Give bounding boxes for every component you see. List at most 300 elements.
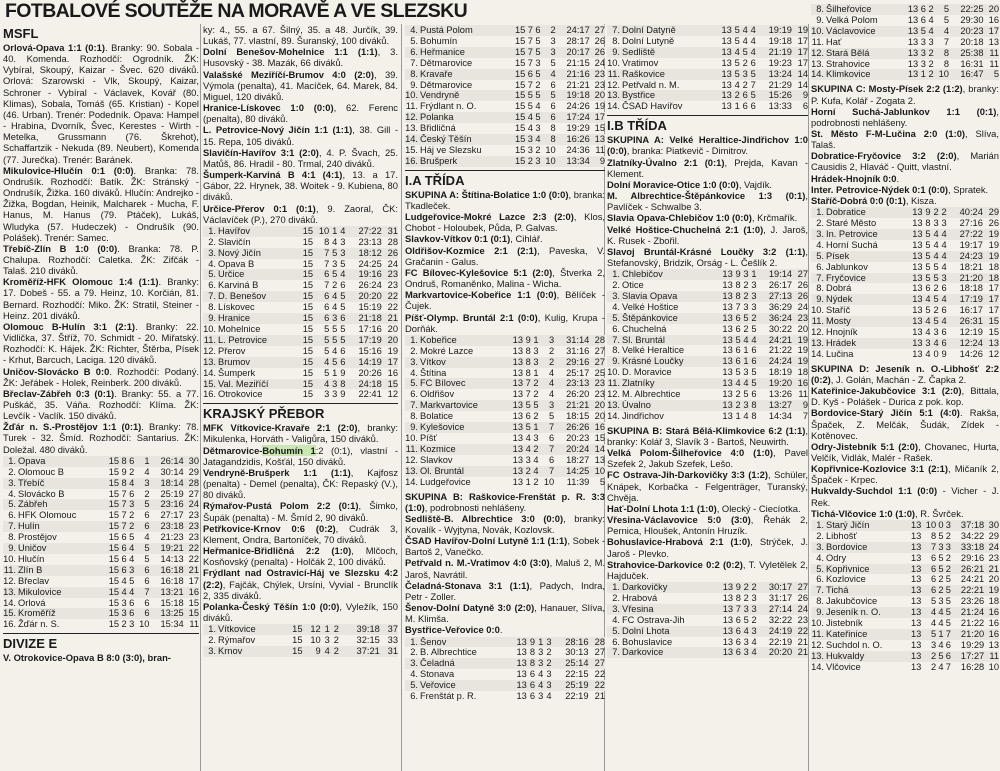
table-cell: 31:14 bbox=[566, 334, 590, 345]
table-cell: 28 bbox=[594, 636, 605, 647]
league-table-ib-skupina-d bbox=[811, 520, 999, 673]
table-row bbox=[3, 532, 199, 543]
table-cell: 20 bbox=[594, 400, 605, 411]
table-cell: 24:26 bbox=[566, 101, 590, 112]
match-result: Čeladná-Stonava 3:1 (1:1) bbox=[405, 579, 530, 591]
table-cell: 3 bbox=[550, 46, 556, 57]
table-row bbox=[405, 680, 605, 691]
table-cell: 2 bbox=[527, 155, 533, 166]
table-cell: 5 bbox=[742, 46, 748, 57]
table-cell: 6. bbox=[612, 323, 620, 334]
table-cell: 5 bbox=[735, 367, 741, 378]
table-cell: 21:21 bbox=[566, 79, 590, 90]
table-row bbox=[203, 324, 398, 335]
table-cell: 4 bbox=[751, 334, 757, 345]
table-cell: 9 bbox=[315, 645, 321, 656]
match-report bbox=[203, 203, 398, 225]
table-cell: 4 bbox=[750, 35, 756, 46]
team-name: Píšť bbox=[420, 432, 437, 443]
table-cell: 9. bbox=[410, 79, 418, 90]
table-row bbox=[811, 640, 999, 651]
match-details: . Branka: 78. Ondrušík. Rozhodčí: Batík. ŽK: Stránský - Ondrušík, Žižka. 160 diváků. Hlučín: Andrejko - Žižka, Bogdan, Heinik, Malcharek - Mucha, F. Hanus, M. Hanus (79. Ptáček), Lukáš, Wludyka (57. Hudeczek) - Ondrušík (90. Polášek). Trenér: Samec. bbox=[3, 164, 199, 243]
table-cell: 5 bbox=[945, 585, 951, 596]
table-cell: 5 bbox=[340, 291, 346, 302]
table-cell: 8 bbox=[735, 280, 741, 291]
table-cell: 14. bbox=[3, 597, 16, 608]
table-cell: 5. bbox=[612, 625, 620, 636]
match-report bbox=[607, 157, 808, 179]
match-details: , Cihlář. bbox=[510, 233, 543, 245]
table-row bbox=[811, 229, 999, 240]
table-cell: 21 bbox=[988, 563, 999, 574]
table-cell: 4 bbox=[535, 101, 541, 112]
team-name: Bolatice bbox=[420, 411, 454, 422]
table-cell: 19 bbox=[988, 228, 999, 239]
table-cell: 6 bbox=[945, 650, 951, 661]
table-cell: 16:47 bbox=[960, 69, 984, 80]
match-reports bbox=[607, 157, 808, 269]
table-cell: 5 bbox=[945, 618, 951, 629]
table-cell: 13 bbox=[516, 658, 527, 669]
table-cell: 13 bbox=[512, 411, 523, 422]
table-cell: 19 bbox=[594, 101, 605, 112]
match-details: , Stefanovský, Bridzik, Orság - L. Češlík 2. bbox=[607, 245, 808, 268]
table-cell: 14 bbox=[797, 79, 808, 90]
match-details: , Strýček, J. Jaroš - Plevko. bbox=[607, 536, 808, 559]
table-cell: 17 bbox=[188, 575, 199, 586]
table-cell: 24:19 bbox=[768, 625, 793, 636]
table-cell: 2 bbox=[945, 563, 951, 574]
table-cell: 13 bbox=[911, 650, 922, 661]
table-row bbox=[811, 520, 999, 531]
team-name: Havířov bbox=[218, 225, 251, 236]
table-cell: 6 bbox=[144, 564, 150, 575]
table-cell: 8. bbox=[816, 4, 824, 14]
match-report bbox=[203, 567, 398, 600]
match-report bbox=[607, 469, 808, 502]
table-cell: 19:20 bbox=[768, 378, 793, 389]
table-cell: 3 bbox=[938, 596, 944, 607]
team-name: Velká Polom bbox=[826, 14, 878, 25]
table-row bbox=[3, 478, 199, 489]
table-cell: 11 bbox=[989, 650, 999, 661]
table-cell: 15 bbox=[515, 101, 526, 112]
table-cell: 4 bbox=[941, 228, 947, 239]
table-cell: 3 bbox=[933, 327, 939, 338]
team-name: Bystřice bbox=[622, 90, 656, 101]
match-details: , Padych, Indra, Petr - Zoller. bbox=[405, 579, 605, 602]
table-row bbox=[405, 58, 605, 69]
match-report bbox=[405, 580, 605, 602]
table-cell: 13. bbox=[811, 650, 824, 661]
match-details: , Šimko, Šupák (penalta) - M. Šmíd 2, 90 diváků. bbox=[203, 500, 398, 523]
table-cell: 5 bbox=[535, 90, 541, 101]
table-cell: 5 bbox=[340, 258, 346, 269]
table-cell: 6. bbox=[816, 574, 824, 585]
team-name: M. Albrechtice bbox=[622, 389, 681, 400]
table-cell: 24 bbox=[797, 603, 808, 614]
match-result: Třebíč-Zlín B 1:0 (0:0) bbox=[3, 242, 118, 254]
team-name: Písek bbox=[826, 250, 850, 261]
table-cell: 16:28 bbox=[960, 661, 985, 672]
table-cell: 3 bbox=[751, 603, 757, 614]
table-row bbox=[811, 531, 999, 542]
table-cell: 15 bbox=[387, 378, 398, 389]
table-cell: 30 bbox=[188, 455, 199, 466]
team-name: In. Petrovice bbox=[826, 228, 878, 239]
table-cell: 6 bbox=[340, 345, 346, 356]
table-row bbox=[811, 564, 999, 575]
table-cell: 5 bbox=[340, 302, 346, 313]
league-table-krajsky-prebor bbox=[203, 624, 398, 657]
table-cell: 3. bbox=[612, 290, 620, 301]
table-cell: 13 bbox=[722, 367, 733, 378]
table-cell: 24 bbox=[797, 301, 808, 312]
team-name: Heřmanice bbox=[420, 46, 465, 57]
table-cell: 16:26 bbox=[566, 134, 590, 145]
table-cell: 1 bbox=[525, 476, 531, 487]
table-cell: 19 bbox=[988, 239, 999, 250]
table-row bbox=[811, 553, 999, 564]
table-cell: 5 bbox=[527, 101, 533, 112]
table-cell: 27 bbox=[594, 647, 605, 658]
match-result: Hranice-Lískovec 1:0 (0:0) bbox=[203, 102, 334, 114]
table-cell: 19 bbox=[797, 25, 808, 35]
match-details: , 9. Zaoral, ČK: Václavíček (P.), 270 diváků. bbox=[203, 202, 398, 225]
table-row bbox=[3, 489, 199, 500]
match-result: Šenov-Dolní Datyně 3:0 (2:0) bbox=[405, 602, 535, 614]
table-cell: 26:14 bbox=[160, 455, 184, 466]
table-row bbox=[607, 58, 808, 69]
column-divider bbox=[401, 24, 402, 771]
table-cell: 4 bbox=[525, 432, 531, 443]
table-cell: 18 bbox=[797, 367, 808, 378]
table-cell: 5 bbox=[324, 345, 330, 356]
table-cell: 3 bbox=[129, 564, 135, 575]
table-cell: 3 bbox=[930, 639, 937, 650]
table-row bbox=[607, 345, 808, 356]
table-row bbox=[405, 134, 605, 145]
table-cell: 16:17 bbox=[959, 305, 983, 316]
table-cell: 3 bbox=[549, 334, 555, 345]
team-name: Fryčovice bbox=[826, 272, 866, 283]
table-cell: 13 bbox=[722, 582, 734, 592]
table-row bbox=[607, 80, 808, 91]
table-cell: 6 bbox=[144, 575, 150, 586]
team-name: Dolní Lhota bbox=[622, 625, 670, 636]
table-cell: 29 bbox=[188, 466, 199, 477]
table-cell: 5 bbox=[943, 4, 949, 14]
table-cell: 11. bbox=[607, 378, 620, 389]
table-cell: 10. bbox=[203, 323, 216, 334]
table-cell: 20:26 bbox=[358, 367, 382, 378]
table-cell: 17 bbox=[988, 305, 999, 316]
table-cell: 21 bbox=[387, 313, 398, 324]
table-cell: 12 bbox=[387, 389, 398, 400]
table-cell: 5 bbox=[925, 250, 931, 261]
match-report bbox=[3, 276, 199, 321]
table-cell: 6 bbox=[129, 455, 135, 466]
column-divider bbox=[200, 24, 201, 771]
table-cell: 20:23 bbox=[566, 432, 590, 443]
table-cell: 3 bbox=[546, 680, 552, 691]
table-cell: 13:27 bbox=[768, 400, 793, 410]
table-cell: 1 bbox=[734, 101, 740, 112]
match-result: Bordovice-Starý Jičín 5:1 (4:0) bbox=[811, 407, 960, 419]
table-cell: 1 bbox=[533, 422, 539, 433]
table-cell: 12. bbox=[607, 79, 620, 90]
team-name: Jindřichov bbox=[622, 410, 664, 421]
table-cell: 4 bbox=[938, 618, 944, 629]
table-cell: 7. bbox=[612, 25, 620, 35]
table-cell: 8 bbox=[735, 290, 741, 301]
match-report bbox=[3, 366, 199, 388]
table-cell: 11 bbox=[595, 144, 605, 155]
table-cell: 5 bbox=[129, 532, 135, 543]
match-report bbox=[405, 233, 605, 244]
table-cell: 11. bbox=[811, 316, 824, 327]
table-cell: 15 bbox=[515, 112, 526, 123]
table-cell: 6 bbox=[945, 639, 951, 650]
table-cell: 23 bbox=[594, 389, 605, 400]
table-cell: 13 bbox=[512, 422, 523, 433]
table-cell: 13:34 bbox=[566, 155, 590, 166]
match-report bbox=[203, 124, 398, 146]
table-cell: 0 bbox=[938, 519, 944, 530]
table-row bbox=[811, 542, 999, 553]
table-cell: 2 bbox=[533, 443, 539, 454]
table-cell: 10 bbox=[594, 465, 605, 476]
table-cell: 3 bbox=[121, 597, 127, 608]
table-cell: 2 bbox=[933, 283, 939, 294]
table-cell: 2. bbox=[208, 635, 216, 646]
match-details: , branky: Kolář 3, Slavík 3 - Bartoš, Neuwirth. bbox=[607, 424, 808, 447]
table-cell: 3 bbox=[743, 367, 749, 378]
table-cell: 1 bbox=[324, 624, 330, 635]
table-cell: 5 bbox=[925, 239, 931, 250]
table-cell: 13 bbox=[912, 239, 923, 250]
table-cell: 7 bbox=[324, 280, 330, 291]
match-details: , Cudrák 3, Klement, Ondra, Bartoníček, 70 diváků. bbox=[203, 522, 398, 545]
table-cell: 5 bbox=[938, 650, 944, 661]
table-cell: 13 bbox=[722, 345, 733, 356]
match-details: , Chovanec, Hurta, Velčík, Vidlák, Malér - Rašek. bbox=[811, 440, 999, 463]
table-cell: 1. bbox=[410, 636, 418, 647]
team-name: Žďár n. S. bbox=[18, 619, 60, 630]
match-result: MFK Vítkovice-Kravaře 2:1 (2:0) bbox=[203, 422, 358, 434]
table-cell: 6 bbox=[750, 101, 756, 112]
table-cell: 25:38 bbox=[960, 47, 984, 58]
table-cell: 19:14 bbox=[768, 269, 793, 280]
table-cell: 7 bbox=[945, 661, 951, 672]
table-cell: 34:22 bbox=[960, 530, 985, 541]
table-cell: 4 bbox=[943, 25, 949, 36]
table-cell: 3 bbox=[527, 144, 533, 155]
table-cell: 15 bbox=[594, 432, 605, 443]
table-cell: 5 bbox=[734, 35, 740, 46]
table-cell: 14:19 bbox=[358, 356, 382, 367]
table-cell: 22 bbox=[387, 291, 398, 302]
table-row bbox=[3, 576, 199, 587]
team-name: Kozlovice bbox=[826, 574, 866, 585]
table-cell: 2 bbox=[743, 323, 749, 334]
table-cell: 8 bbox=[943, 58, 949, 69]
table-cell: 5 bbox=[535, 68, 541, 79]
league-table-ib-skupina-b bbox=[607, 582, 808, 658]
table-cell: 18:27 bbox=[566, 454, 590, 465]
table-cell: 27:22 bbox=[959, 228, 983, 239]
table-cell: 5 bbox=[332, 356, 338, 367]
table-cell: 3 bbox=[340, 236, 346, 247]
table-cell: 2 bbox=[549, 345, 555, 356]
table-cell: 15 bbox=[108, 521, 120, 532]
match-details: , J. Golán, Machán - Z. Čapka 2. bbox=[830, 373, 967, 385]
table-cell: 4 bbox=[129, 553, 135, 564]
team-name: Kobeřice bbox=[420, 334, 457, 345]
team-name: Chuchelná bbox=[622, 323, 667, 334]
table-row bbox=[811, 662, 999, 673]
table-cell: 4 bbox=[550, 68, 556, 79]
table-cell: 23:16 bbox=[160, 499, 184, 510]
table-cell: 13 bbox=[911, 661, 922, 672]
table-cell: 8 bbox=[925, 217, 931, 228]
table-cell: 22:15 bbox=[565, 669, 589, 680]
table-row bbox=[405, 433, 605, 444]
table-row bbox=[203, 248, 398, 259]
table-cell: 12. bbox=[203, 345, 216, 356]
table-cell: 7 bbox=[324, 258, 330, 269]
team-name: Háj ve Slezsku bbox=[420, 144, 482, 155]
table-cell: 1. bbox=[8, 455, 16, 466]
league-table-ib-skupina-c bbox=[811, 207, 999, 360]
table-cell: 3 bbox=[945, 541, 951, 552]
table-cell: 9 bbox=[525, 334, 531, 345]
table-cell: 5 bbox=[750, 90, 756, 101]
table-cell: 4 bbox=[340, 269, 346, 280]
table-cell: 13 bbox=[912, 228, 923, 239]
table-cell: 2 bbox=[121, 619, 127, 630]
table-cell: 15 bbox=[108, 575, 120, 586]
table-cell: 22 bbox=[387, 302, 398, 313]
table-cell: 8 bbox=[751, 410, 757, 421]
table-cell: 13 bbox=[907, 47, 919, 58]
table-cell: 15 bbox=[108, 455, 120, 466]
table-cell: 4 bbox=[324, 378, 330, 389]
table-cell: 6 bbox=[529, 691, 536, 702]
table-cell: 6 bbox=[550, 79, 556, 90]
match-details: , branky: P. Kufa, Kolář - Zogata 2. bbox=[811, 83, 999, 106]
table-cell: 2 bbox=[546, 647, 552, 658]
table-cell: 19:21 bbox=[160, 543, 184, 554]
table-cell: 22:19 bbox=[768, 636, 793, 647]
table-cell: 4 bbox=[941, 316, 947, 327]
match-result: Slavkov-Vítkov 0:1 (0:1) bbox=[405, 233, 511, 245]
match-result: Odry-Jistebník 5:1 (2:0) bbox=[811, 440, 919, 452]
table-cell: 12. bbox=[811, 47, 824, 58]
match-result: Píšť-Olymp. Bruntál 2:1 (0:0) bbox=[405, 311, 538, 323]
table-cell: 13 bbox=[911, 541, 922, 552]
table-cell: 3 bbox=[538, 647, 544, 658]
table-cell: 14:26 bbox=[959, 348, 983, 359]
match-result: Uničov-Slovácko B 0:0 bbox=[3, 365, 110, 377]
table-row bbox=[3, 543, 199, 554]
section-title-divize: DIVIZE E bbox=[3, 636, 58, 652]
table-cell: 13 bbox=[721, 68, 732, 79]
table-cell: 29:30 bbox=[960, 14, 984, 25]
match-details: , Krčmařík. bbox=[751, 212, 798, 224]
table-row bbox=[405, 357, 605, 368]
table-cell: 4. bbox=[8, 488, 16, 499]
table-cell: 10. bbox=[811, 618, 824, 629]
table-cell: 3. bbox=[612, 603, 620, 614]
table-cell: 8 bbox=[550, 134, 556, 145]
table-cell: 8 bbox=[529, 647, 536, 658]
match-result: L. Petrovice-Nový Jičín 1:1 (1:1) bbox=[203, 124, 353, 136]
table-cell: 5 bbox=[332, 269, 338, 280]
match-report bbox=[607, 503, 808, 514]
table-cell: 20:18 bbox=[960, 36, 984, 47]
table-cell: 15 bbox=[302, 269, 314, 280]
table-cell: 3 bbox=[928, 36, 934, 47]
table-cell: 24:23 bbox=[959, 250, 983, 261]
match-details: , Bělíček - Čujek. bbox=[405, 289, 605, 312]
table-cell: 5 bbox=[144, 499, 150, 510]
table-cell: 21:18 bbox=[358, 313, 382, 324]
match-details: , Bittala, D. Kyš - Polášek - Durica z pok. kop. bbox=[811, 385, 999, 408]
table-cell: 7 bbox=[527, 57, 533, 68]
team-name: B. Albrechtice bbox=[420, 647, 477, 658]
table-cell: 14. bbox=[203, 367, 216, 378]
column-ia-trida bbox=[405, 24, 605, 771]
table-row bbox=[607, 582, 808, 593]
table-cell: 21:20 bbox=[960, 629, 985, 639]
table-cell: 13. bbox=[203, 356, 216, 367]
table-cell: 2 bbox=[945, 530, 951, 541]
table-cell: 21:21 bbox=[566, 400, 590, 411]
match-report bbox=[405, 513, 605, 535]
table-cell: 9 bbox=[340, 367, 346, 378]
table-cell: 23 bbox=[188, 532, 199, 543]
table-cell: 5 bbox=[933, 316, 939, 327]
table-cell: 21 bbox=[188, 564, 199, 575]
team-name: Hulín bbox=[18, 521, 40, 532]
team-name: Polanka bbox=[420, 112, 454, 123]
table-cell: 4 bbox=[734, 46, 740, 57]
table-cell: 4 bbox=[941, 250, 947, 261]
table-cell: 37:21 bbox=[356, 645, 380, 656]
table-cell: 4 bbox=[332, 345, 338, 356]
match-result: Určice-Přerov 0:1 (0:1) bbox=[203, 202, 316, 214]
match-result: Bohuslavice-Hrabová 2:1 (1:0) bbox=[607, 536, 751, 548]
table-cell: 4 bbox=[925, 348, 931, 359]
table-cell: 14 bbox=[797, 68, 808, 79]
match-report bbox=[405, 491, 605, 513]
table-cell: 13 bbox=[912, 327, 923, 338]
table-cell: 7 bbox=[525, 389, 531, 400]
team-name: Úvalno bbox=[622, 400, 651, 410]
table-cell: 7 bbox=[735, 603, 741, 614]
match-report bbox=[607, 134, 808, 156]
table-cell: 8 bbox=[525, 367, 531, 378]
table-cell: 3 bbox=[920, 47, 926, 58]
match-result: SKUPINA C: Mosty-Písek 2:2 (1:2) bbox=[811, 83, 963, 95]
table-cell: 4. bbox=[816, 239, 824, 250]
table-cell: 2 bbox=[743, 290, 749, 301]
match-result: Heřmanice-Břidličná 2:2 (1:0) bbox=[203, 545, 352, 557]
table-cell: 15 bbox=[108, 553, 120, 564]
match-details: , Mičaník 2, Špaček - Krpec. bbox=[811, 463, 999, 486]
table-cell: 4 bbox=[527, 123, 533, 134]
